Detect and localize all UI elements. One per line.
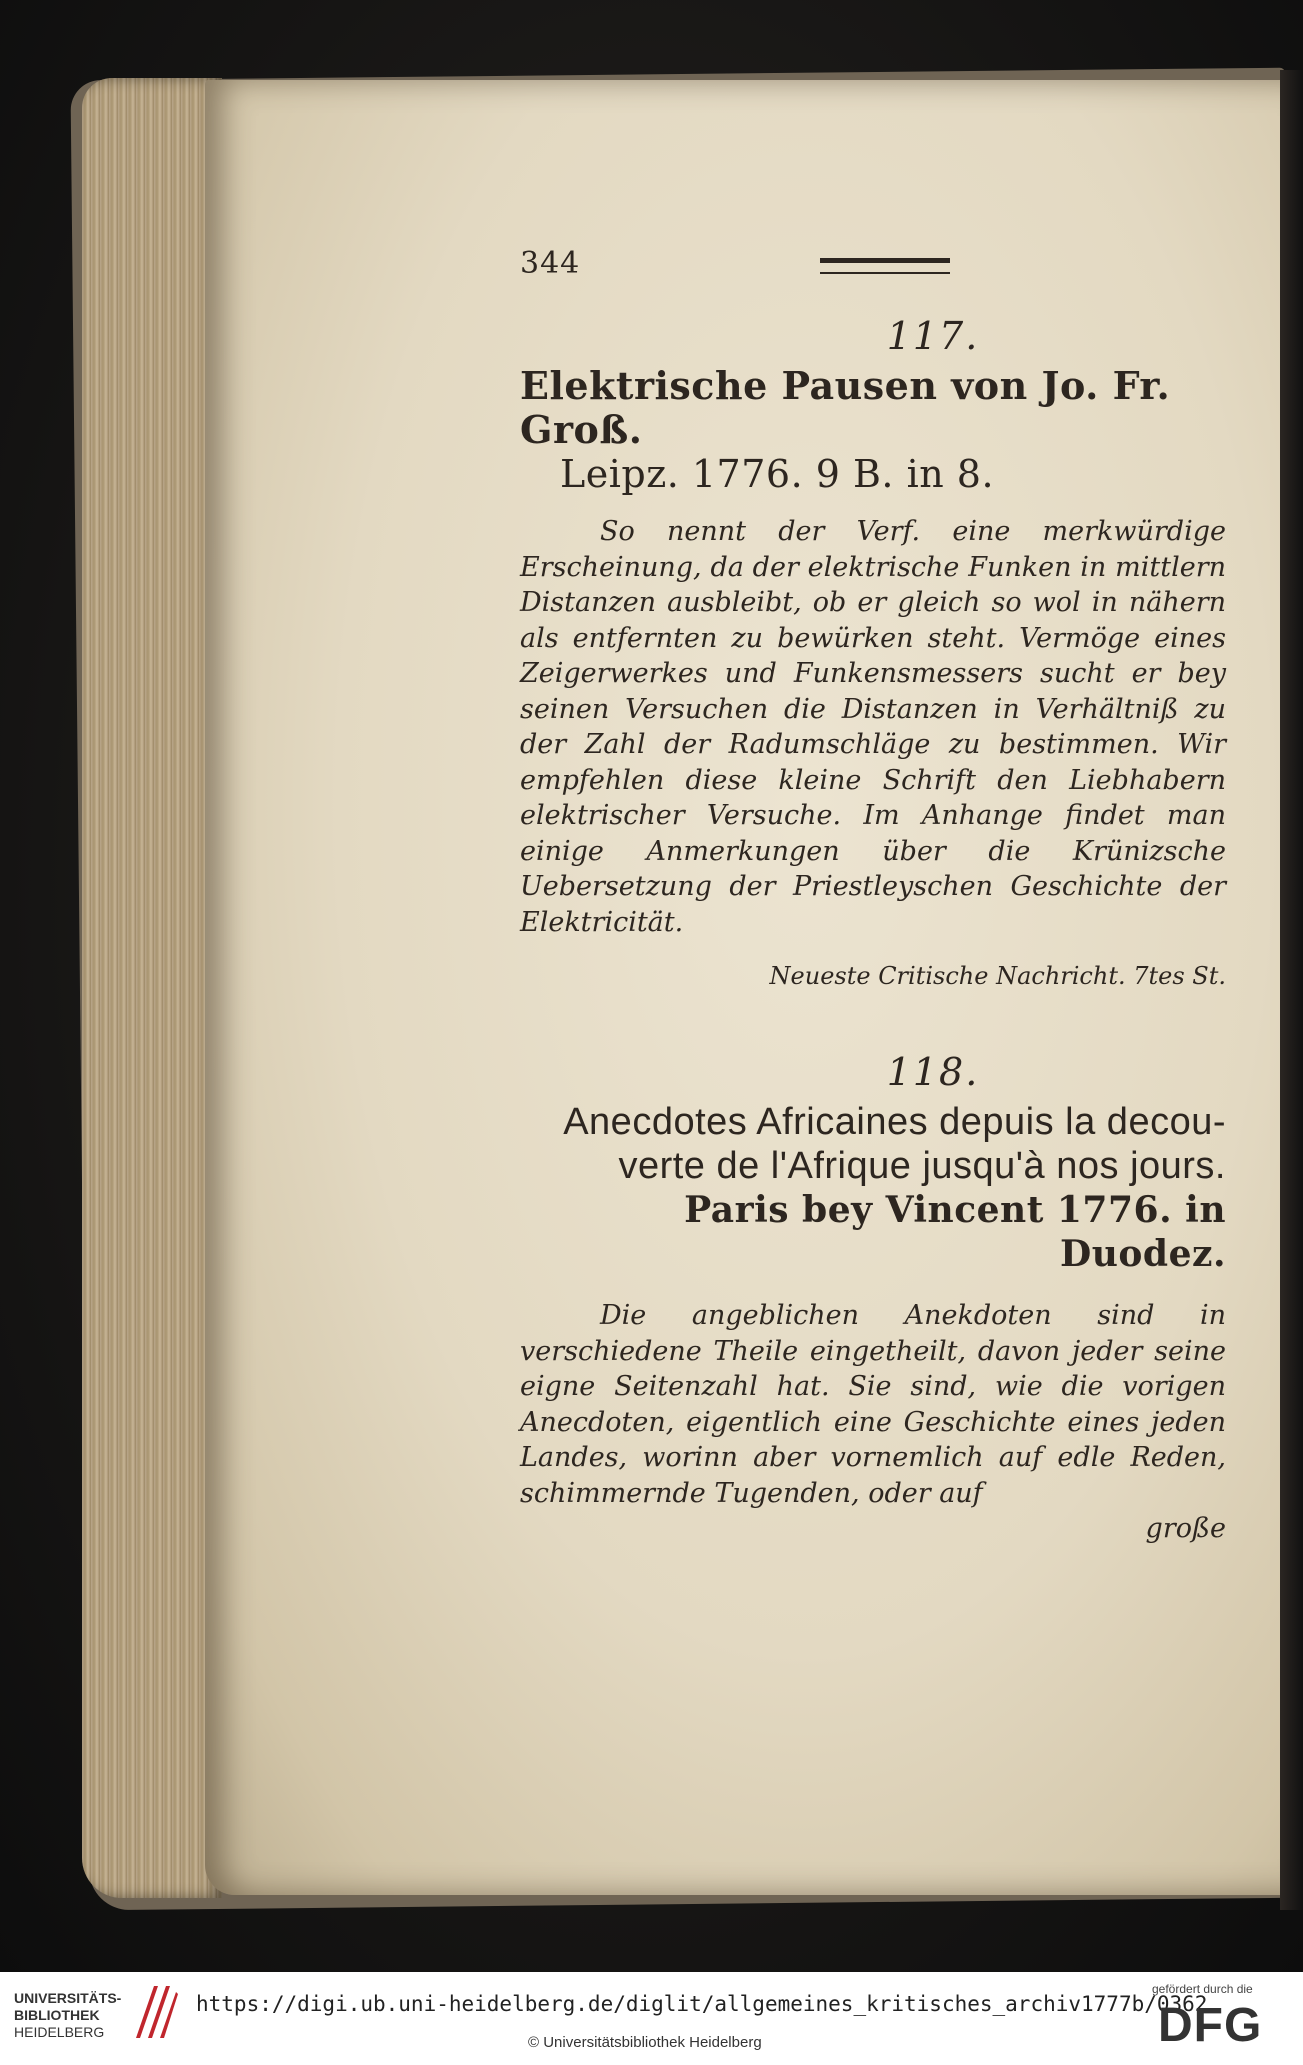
entry-title-line: verte de l'Afrique jusqu'à nos jours. — [618, 1145, 1226, 1187]
library-logo-icon — [132, 1980, 178, 2042]
entry-title-line: Paris bey Vincent 1776. in Duodez. — [684, 1189, 1226, 1275]
page-edges — [82, 78, 222, 1898]
entry-title — [520, 1100, 1226, 1276]
entry-number: 117. — [886, 314, 980, 358]
catchword: große — [1145, 1513, 1226, 1544]
entry-paragraph: Die angeblichen Anekdoten sind in verschiedene Theile eingetheilt, davon jeder seine eigne Seitenzahl hat. Sie sind, wie die vorigen Anecdoten, eigentlich eine Geschichte eines jeden Landes, worinn aber vornemlich auf edle Reden, schimmernde Tugenden, oder auf — [520, 1300, 1226, 1509]
copyright-text: © Universitätsbibliothek Heidelberg — [528, 2034, 762, 2051]
entry-body — [520, 1298, 1226, 1511]
dfg-logo[interactable]: DFG — [1158, 1999, 1263, 2052]
entry-title — [520, 364, 1226, 496]
library-name-line: HEIDELBERG — [14, 2024, 105, 2040]
entry-title-line: Leipz. 1776. 9 B. in 8. — [560, 452, 995, 496]
library-name-line: BIBLIOTHEK — [14, 2007, 100, 2023]
head-rule — [820, 258, 950, 274]
entry-117 — [520, 314, 1226, 990]
entry-number: 118. — [886, 1050, 980, 1094]
permalink-url[interactable]: https://digi.ub.uni-heidelberg.de/diglit/allgemeines_kritisches_archiv1777b/0362 — [196, 1992, 1208, 2016]
entry-title-line: Anecdotes Africaines depuis la decou- — [563, 1101, 1226, 1143]
entry-body — [520, 514, 1226, 940]
entry-source: Neueste Critische Nachricht. 7tes St. — [769, 962, 1226, 990]
footer-bar — [0, 1972, 1303, 2065]
entry-118 — [520, 1050, 1226, 1544]
funding-note: gefördert durch die — [1152, 1982, 1253, 1996]
page-text — [520, 230, 1226, 1544]
running-head — [520, 230, 1226, 300]
page-number: 344 — [520, 246, 581, 281]
entry-paragraph: So nennt der Verf. eine merkwürdige Erscheinung, da der elektrische Funken in mittlern Distanzen ausbleibt, ob er gleich so wol in nähern als entfernten zu bewürken steht. Vermöge eines Zeigerwerkes und Funkensmessers sucht er bey seinen Versuchen die Distanzen in Verhältniß zu der Zahl der Radumschläge zu bestimmen. Wir empfehlen diese kleine Schrift den Liebhabern elektrischer Versuche. Im Anhange findet man einige Anmerkungen über die Krünizsche Uebersetzung der Priestleyschen Geschichte der Elektricität. — [520, 516, 1226, 938]
entry-title-line: Elektrische Pausen von Jo. Fr. Groß. — [520, 363, 1171, 452]
gutter-shadow — [1280, 70, 1303, 1910]
library-name-line: UNIVERSITÄTS- — [14, 1990, 122, 2006]
